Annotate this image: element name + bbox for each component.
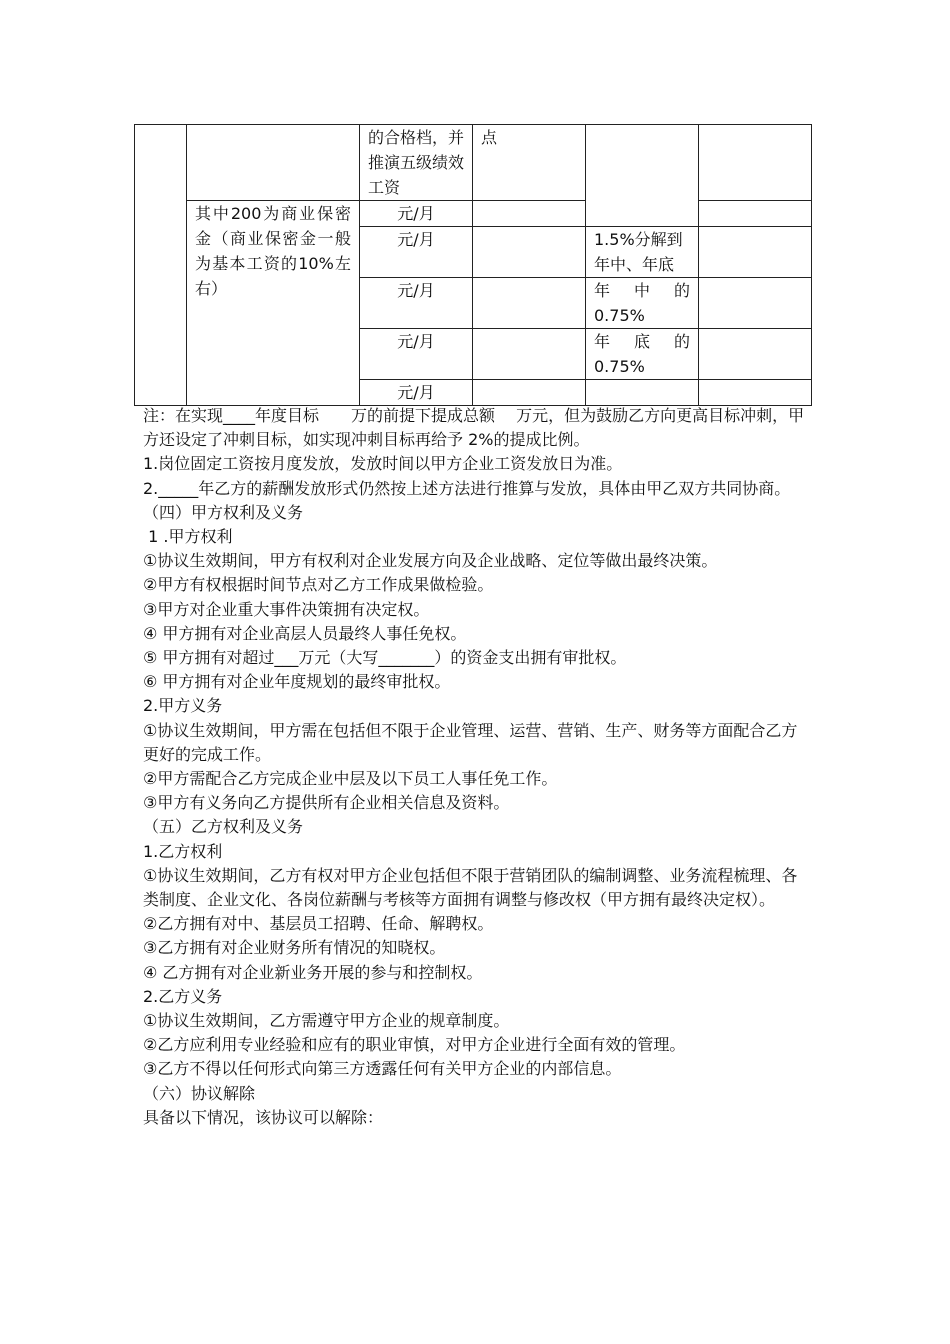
paragraph: 具备以下情况，该协议可以解除： [143, 1107, 384, 1127]
paragraph: 1.岗位固定工资按月度发放，发放时间以甲方企业工资发放日为准。 [143, 454, 623, 474]
section-heading: （六）协议解除 [143, 1083, 256, 1103]
list-item: ③甲方有义务向乙方提供所有企业相关信息及资料。 [143, 793, 510, 813]
list-item: ④ 乙方拥有对企业新业务开展的参与和控制权。 [143, 962, 483, 982]
list-item: ②乙方应利用专业经验和应有的职业审慎，对甲方企业进行全面有效的管理。 [143, 1035, 686, 1055]
table-cell [586, 278, 699, 329]
paragraph: 2._____年乙方的薪酬发放形式仍然按上述方法进行推算与发放，具体由甲乙双方共同协商。 [143, 478, 791, 498]
list-item: ⑤ 甲方拥有对超过___万元（大写_______）的资金支出拥有审批权。 [143, 648, 627, 668]
subsection-heading: 2.乙方义务 [143, 986, 223, 1006]
table-cell [699, 125, 812, 201]
list-item: ⑥ 甲方拥有对企业年度规划的最终审批权。 [143, 672, 451, 692]
cell-line: 0.75% [594, 357, 645, 376]
table-cell [135, 125, 187, 406]
document-body [143, 404, 811, 1130]
list-item: ①协议生效期间，乙方需遵守甲方企业的规章制度。 [143, 1011, 510, 1031]
table-row [135, 125, 812, 201]
list-item: ①协议生效期间，乙方有权对甲方企业包括但不限于营销团队的编制调整、业务流程梳理、各类制度、企业文化、各岗位薪酬与考核等方面拥有调整与修改权（甲方拥有最终决定权）。 [143, 865, 798, 910]
table-cell [473, 201, 586, 227]
table-cell: 元/月 [360, 380, 473, 406]
table-cell: 元/月 [360, 201, 473, 227]
table-cell [699, 227, 812, 278]
list-item: ②乙方拥有对中、基层员工招聘、任命、解聘权。 [143, 914, 494, 934]
table-cell [473, 380, 586, 406]
salary-table [134, 124, 812, 406]
list-item: ①协议生效期间，甲方有权利对企业发展方向及企业战略、定位等做出最终决策。 [143, 551, 718, 571]
cell-line: 0.75% [594, 306, 645, 325]
table-cell [586, 329, 699, 380]
table-cell [473, 329, 586, 380]
table-cell [699, 201, 812, 227]
cell-line: 年 中 的 [594, 281, 690, 300]
cell-line: 年 底 的 [594, 332, 690, 351]
list-item: ③乙方不得以任何形式向第三方透露任何有关甲方企业的内部信息。 [143, 1059, 622, 1079]
table-cell: 元/月 [360, 227, 473, 278]
list-item: ③乙方拥有对企业财务所有情况的知晓权。 [143, 938, 446, 958]
section-heading: （四）甲方权利及义务 [143, 502, 304, 522]
table-cell [586, 380, 699, 406]
table-cell: 元/月 [360, 278, 473, 329]
table-cell [187, 125, 360, 201]
section-heading: （五）乙方权利及义务 [143, 817, 304, 837]
table-cell: 的合格档，并推演五级绩效工资 [360, 125, 473, 201]
list-item: ②甲方有权根据时间节点对乙方工作成果做检验。 [143, 575, 494, 595]
note-paragraph: 注：在实现____年度目标 万的前提下提成总额 万元，但为鼓励乙方向更高目标冲刺，甲方还设定了冲刺目标，如实现冲刺目标再给予 2%的提成比例。 [143, 406, 805, 450]
table-cell [473, 227, 586, 278]
list-item: ①协议生效期间，甲方需在包括但不限于企业管理、运营、营销、生产、财务等方面配合乙方更好的完成工作。 [143, 720, 798, 764]
table-cell [586, 125, 699, 227]
table-cell [699, 329, 812, 380]
table-cell [699, 278, 812, 329]
list-item: ③甲方对企业重大事件决策拥有决定权。 [143, 599, 430, 619]
subsection-heading: 1.乙方权利 [143, 841, 223, 861]
list-item: ④ 甲方拥有对企业高层人员最终人事任免权。 [143, 623, 467, 643]
table-cell: 点 [473, 125, 586, 201]
list-item: ②甲方需配合乙方完成企业中层及以下员工人事任免工作。 [143, 769, 558, 789]
table-cell: 其中200为商业保密金（商业保密金一般为基本工资的10%左右） [187, 201, 360, 406]
table-cell: 元/月 [360, 329, 473, 380]
table-row [135, 201, 812, 227]
subsection-heading: 2.甲方义务 [143, 696, 223, 716]
table-cell: 1.5%分解到年中、年底 [586, 227, 699, 278]
table-cell [473, 278, 586, 329]
table-cell [699, 380, 812, 406]
subsection-heading: 1 .甲方权利 [143, 527, 233, 547]
